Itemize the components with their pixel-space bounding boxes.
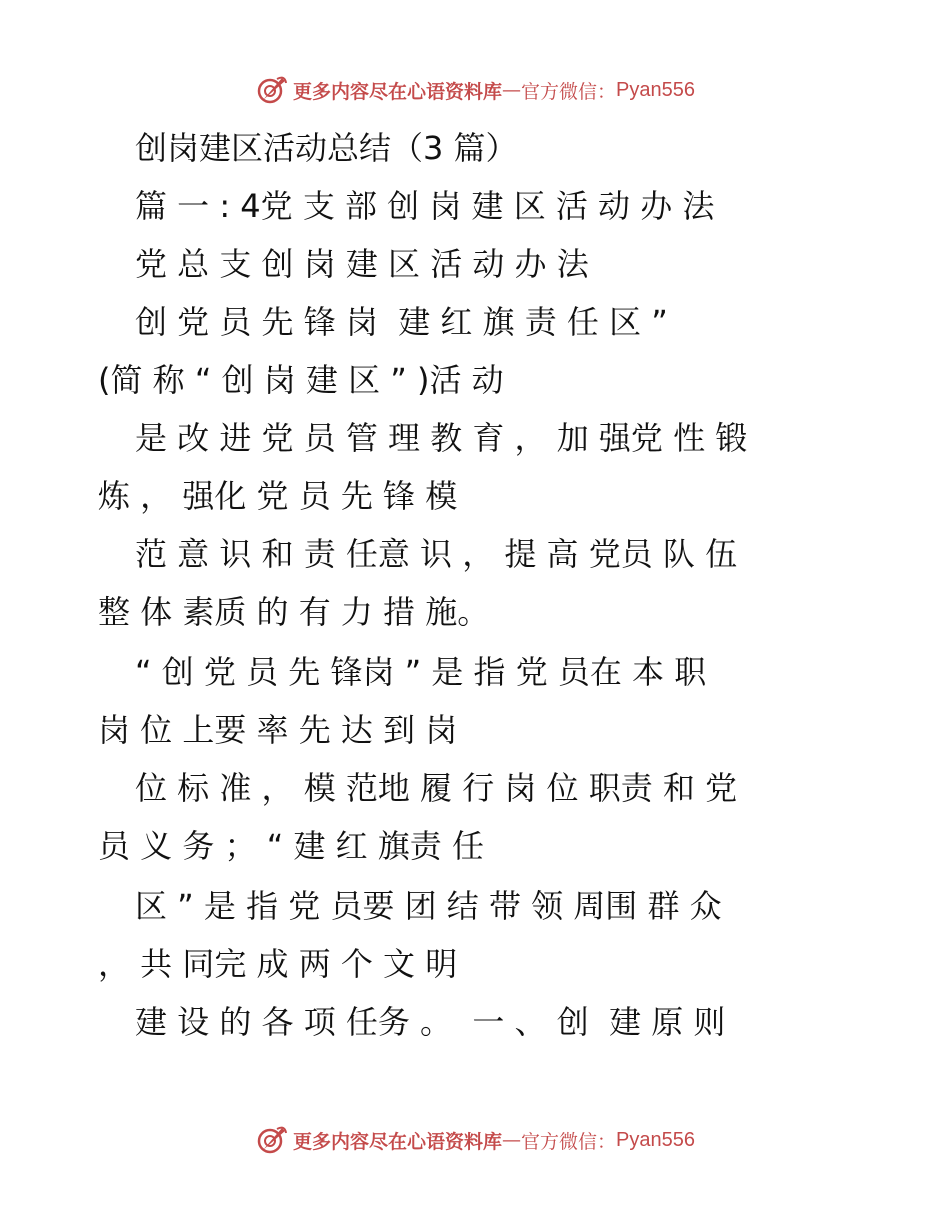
banner-separator: — (502, 79, 522, 101)
doc-line: 整 体 素质 的 有 力 措 施。 (98, 593, 490, 631)
doc-line: 范 意 识 和 责 任意 识 ， 提 高 党员 队 伍 (135, 535, 738, 573)
banner-separator: — (502, 1129, 522, 1151)
doc-line: 岗 位 上要 率 先 达 到 岗 (98, 711, 458, 749)
banner-text: 更多内容尽在心语资料库 (293, 1130, 503, 1153)
doc-line: 党 总 支 创 岗 建 区 活 动 办 法 (135, 245, 589, 283)
doc-line: 员 义 务 ； “ 建 红 旗责 任 (98, 827, 484, 865)
doc-line: 篇 一 : 4党 支 部 创 岗 建 区 活 动 办 法 (135, 187, 715, 225)
banner-wechat-id: Pyan556 (616, 78, 695, 101)
banner-wechat-id: Pyan556 (616, 1128, 695, 1151)
doc-line: 是 改 进 党 员 管 理 教 育 ， 加 强党 性 锻 (135, 419, 748, 457)
footer-banner (0, 1120, 950, 1160)
doc-line: 建 设 的 各 项 任务 。 一 、 创 建 原 则 (135, 1003, 726, 1041)
doc-title: 创岗建区活动总结（3 篇） (135, 129, 518, 167)
banner-wechat-label: 官方微信： (521, 80, 617, 103)
doc-line: ， 共 同完 成 两 个 文 明 (98, 945, 458, 983)
banner-wechat-label: 官方微信： (521, 1130, 617, 1153)
doc-line: “ 创 党 员 先 锋岗 ” 是 指 党 员在 本 职 (135, 653, 707, 691)
doc-line: 炼 ， 强化 党 员 先 锋 模 (98, 477, 458, 515)
doc-line: (简 称 “ 创 岗 建 区 ” )活 动 (98, 361, 504, 399)
header-banner (0, 70, 950, 110)
doc-line: 区 ” 是 指 党 员要 团 结 带 领 周围 群 众 (135, 887, 722, 925)
doc-line: 创 党 员 先 锋 岗 建 红 旗 责 任 区 ” (135, 303, 668, 341)
quill-logo-icon (255, 1123, 289, 1157)
banner-text: 更多内容尽在心语资料库 (293, 80, 503, 103)
quill-logo-icon (255, 73, 289, 107)
doc-line: 位 标 准 ， 模 范地 履 行 岗 位 职责 和 党 (135, 769, 738, 807)
